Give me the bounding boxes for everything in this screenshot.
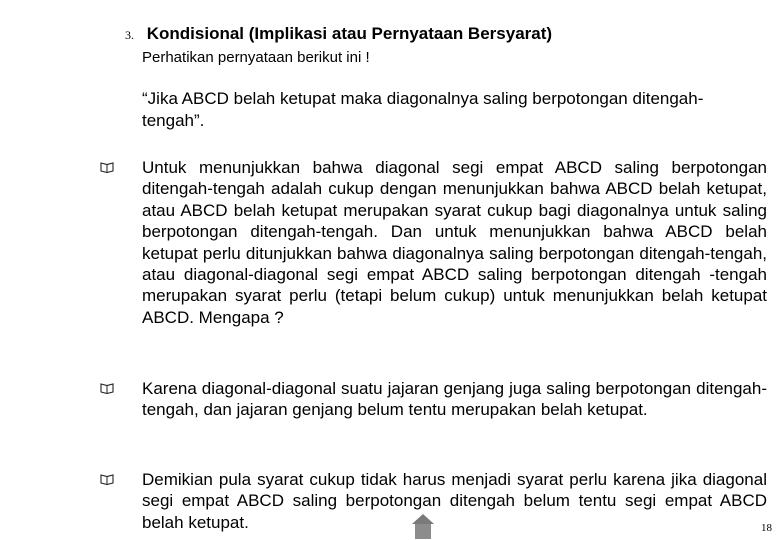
book-bullet-icon <box>100 473 114 485</box>
heading-title: Kondisional (Implikasi atau Pernyataan Bersyarat) <box>146 24 553 43</box>
paragraph-2: Karena diagonal-diagonal suatu jajaran genjang juga saling berpotongan ditengah-tengah, dan jajaran genjang belum tentu merupakan belah ketupat. <box>142 379 767 420</box>
paragraph-1: Untuk menunjukkan bahwa diagonal segi empat ABCD saling berpotongan ditengah-tengah adalah cukup dengan menunjukkan bahwa ABCD belah ketupat, atau ABCD belah ketupat merupakan syarat cukup bagi diagonalnya untuk saling berpotongan ditengah-tengah. Dan untuk menunjukkan bahwa ABCD belah ketupat perlu ditunjukkan bahwa diagonalnya saling berpotongan ditengah-tengah, atau diagonal-diagonal segi empat ABCD saling berpotongan ditengah -tengah merupakan syarat perlu (tetapi belum cukup) untuk menunjukkan belah ketupat ABCD. Mengapa ? <box>142 158 767 327</box>
book-bullet-icon <box>100 161 114 173</box>
intro-text: Perhatikan pernyataan berikut ini ! <box>142 49 370 66</box>
page-number: 18 <box>761 522 772 534</box>
heading <box>125 24 552 44</box>
heading-number: 3. <box>125 28 134 42</box>
book-bullet-icon <box>100 382 114 394</box>
quote-statement: “Jika ABCD belah ketupat maka diagonalnya saling berpotongan ditengah-tengah”. <box>142 89 704 130</box>
home-icon[interactable] <box>411 513 435 540</box>
paragraph-3: Demikian pula syarat cukup tidak harus menjadi syarat perlu karena jika diagonal segi empat ABCD saling berpotongan ditengah belum tentu segi empat ABCD belah ketupat. <box>142 470 767 532</box>
